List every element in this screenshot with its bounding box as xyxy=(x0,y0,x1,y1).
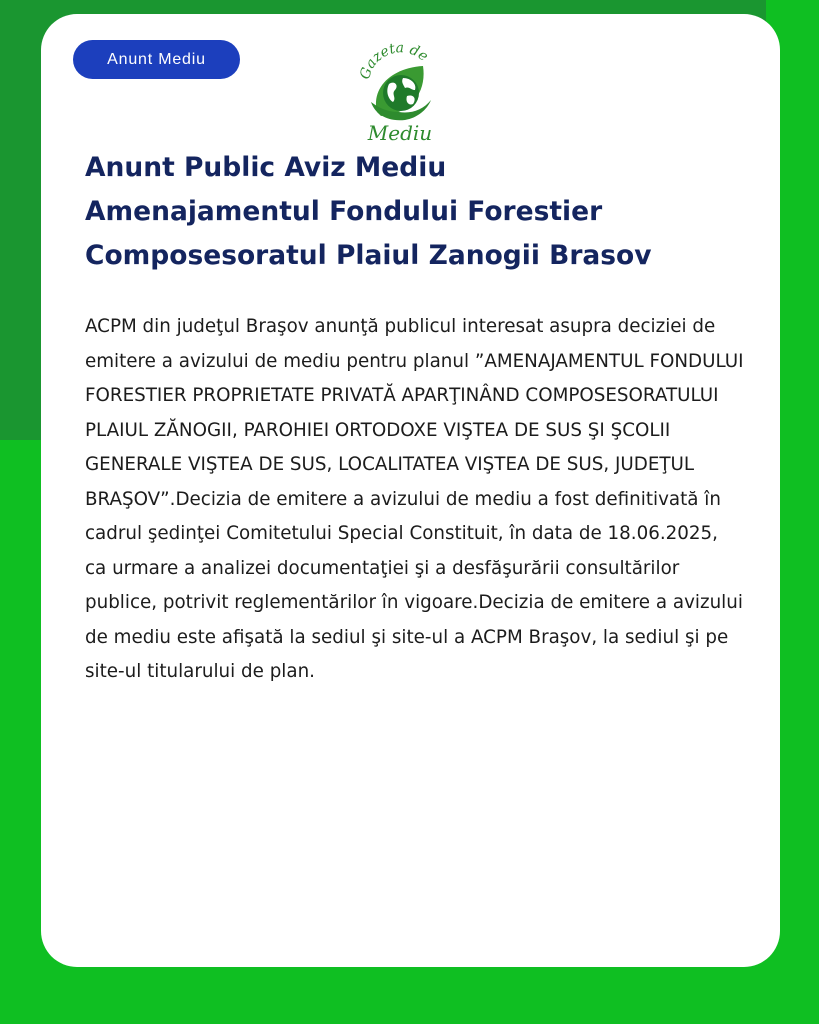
category-badge[interactable]: Anunt Mediu xyxy=(73,40,240,79)
title-line-3: Composesoratul Plaiul Zanogii Brasov xyxy=(85,240,652,271)
gazeta-de-mediu-logo xyxy=(357,40,443,144)
announcement-card xyxy=(41,14,780,967)
logo-text-top: Gazeta de xyxy=(357,40,432,82)
title-line-2: Amenajamentul Fondului Forestier xyxy=(85,196,603,227)
page-title xyxy=(85,146,765,278)
announcement-body: ACPM din judeţul Braşov anunţă publicul interesat asupra deciziei de emitere a avizului de mediu pentru planul ”AMENAJAMENTUL FONDULUI FORESTIER PROPRIETATE PRIVATĂ APARŢINÂND COMPOSESORATULUI PLAIUL ZĂNOGII, PAROHIEI ORTODOXE VIŞTEA DE SUS ŞI ŞCOLII GENERALE VIŞTEA DE SUS, LOCALITATEA VIŞTEA DE SUS, JUDEŢUL BRAŞOV”.Decizia de emitere a avizului de mediu a fost definitivată în cadrul şedinţei Comitetului Special Constituit, în data de 18.06.2025, ca urmare a analizei documentaţiei şi a desfăşurării consultărilor publice, potrivit reglementărilor în vigoare.Decizia de emitere a avizului de mediu este afişată la sediul şi site-ul a ACPM Braşov, la sediul şi pe site-ul titularului de plan. xyxy=(85,316,744,682)
logo-text-bottom: Mediu xyxy=(367,121,433,144)
title-line-1: Anunt Public Aviz Mediu xyxy=(85,152,447,183)
